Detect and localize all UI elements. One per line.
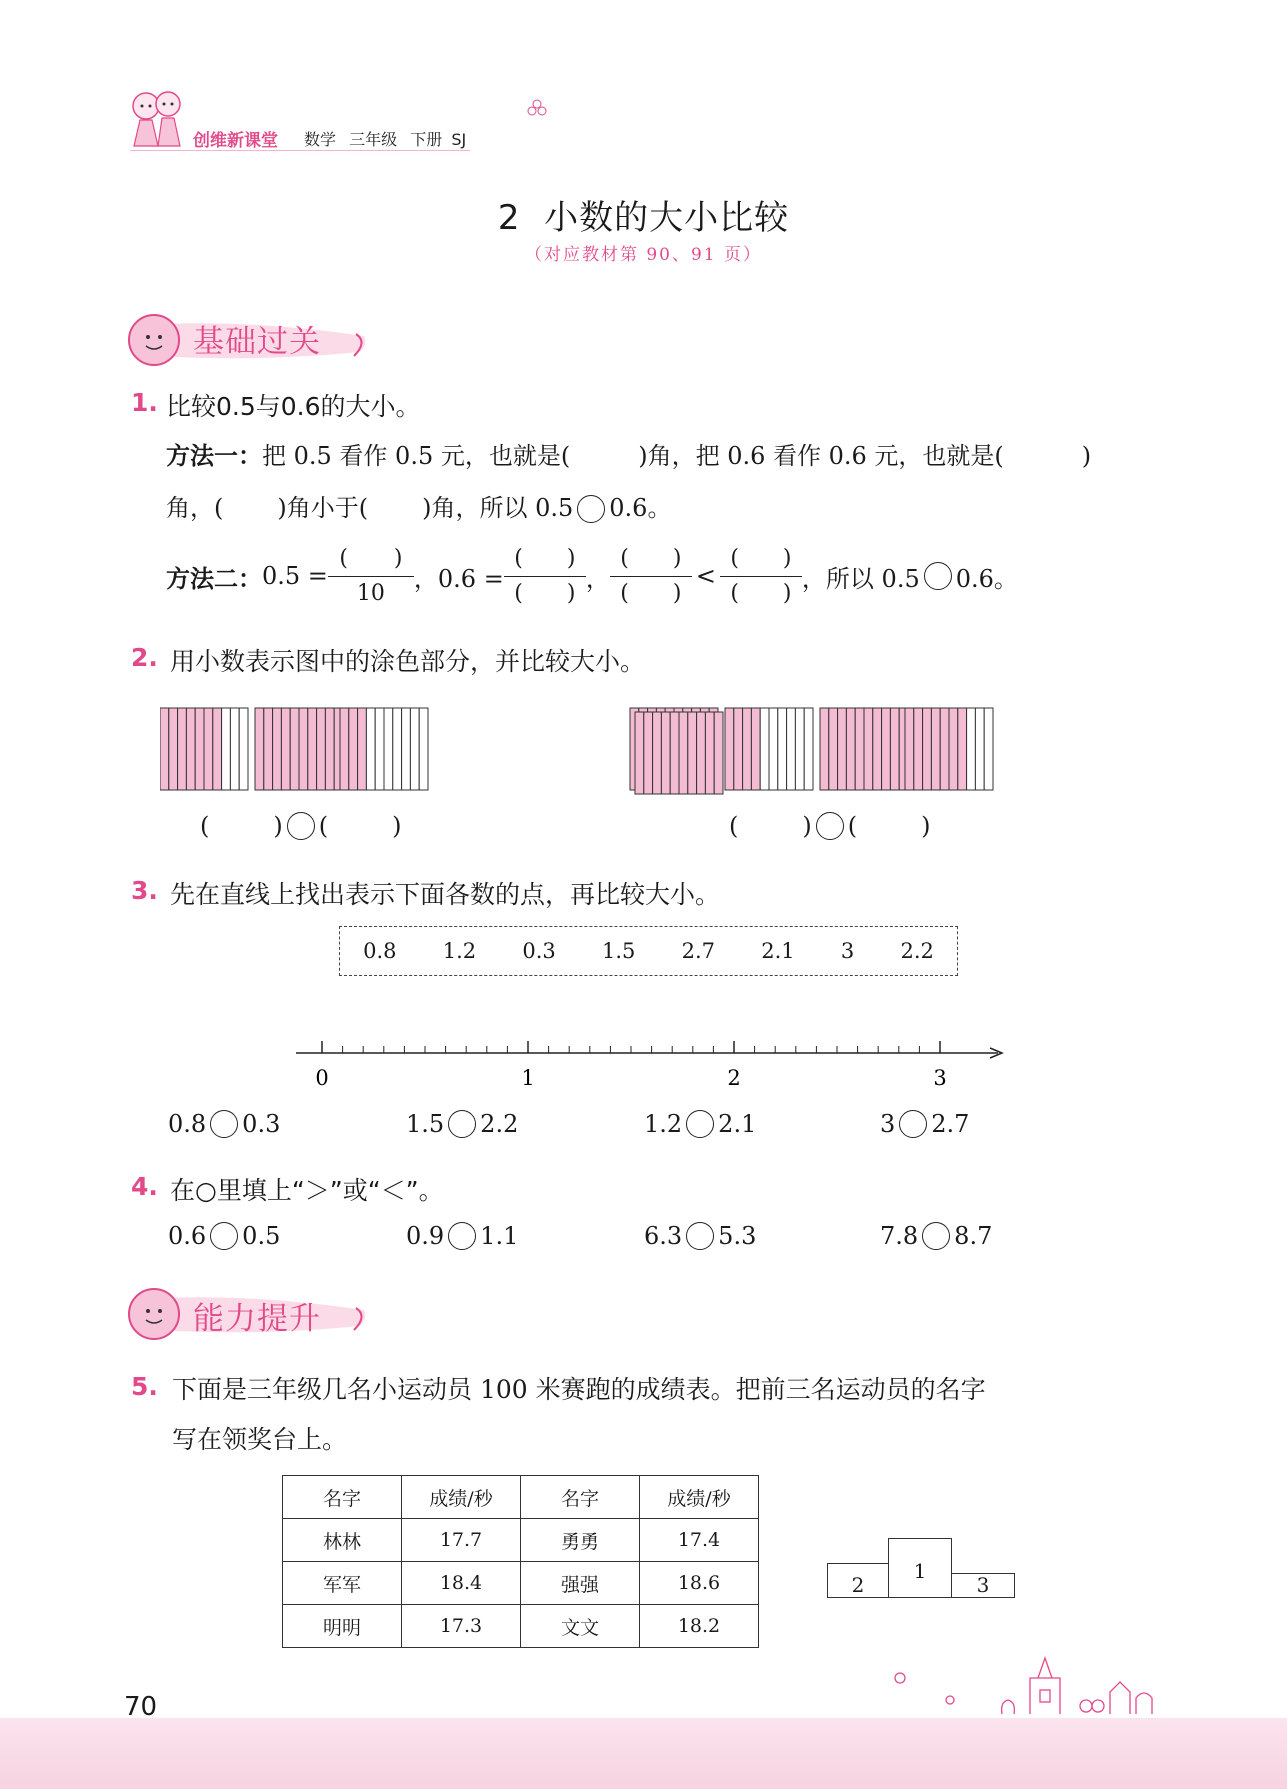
q3-compare-3: 1.2 2.1 <box>644 1110 757 1138</box>
q1-method2-part-d: ，所以 0.5 <box>801 564 920 593</box>
strip <box>769 708 778 790</box>
q1-method1-line2 <box>166 488 671 523</box>
shaded-strip <box>204 708 213 790</box>
table-cell: 18.2 <box>640 1605 759 1648</box>
strip <box>778 708 787 790</box>
q3-number-line <box>290 1035 1010 1095</box>
strip <box>393 708 402 790</box>
q3-number: 3. <box>131 876 158 905</box>
header-grade: 三年级 <box>349 130 398 149</box>
table-cell: 文文 <box>521 1605 640 1648</box>
podium-second-label: 2 <box>851 1573 865 1597</box>
strip <box>366 708 375 790</box>
q4-compare-3: 6.3 5.3 <box>644 1222 757 1250</box>
q1-less-than: < <box>695 562 716 590</box>
q3-text: 先在直线上找出表示下面各数的点，再比较大小。 <box>170 880 721 909</box>
axis-tick-label: 1 <box>521 1066 535 1090</box>
shaded-strip <box>734 708 743 790</box>
q2-figure <box>160 708 248 790</box>
shaded-strip <box>829 708 838 790</box>
podium-first-label: 1 <box>913 1559 927 1583</box>
q5-score-table <box>282 1475 759 1648</box>
shaded-strip <box>213 708 222 790</box>
podium-third-label: 3 <box>976 1573 990 1597</box>
shaded-strip <box>178 708 187 790</box>
page-number: 70 <box>124 1692 158 1722</box>
shaded-strip <box>846 708 855 790</box>
shaded-strip <box>186 708 195 790</box>
strip <box>760 708 769 790</box>
strip <box>984 708 993 790</box>
table-cell: 林林 <box>283 1519 402 1562</box>
shaded-strip <box>949 708 958 790</box>
q3-compare-1: 0.8 0.3 <box>168 1110 281 1138</box>
q1-method1-label: 方法一： <box>166 442 262 470</box>
table-cell: 明明 <box>283 1605 402 1648</box>
shaded-strip <box>308 708 317 790</box>
strip <box>375 708 384 790</box>
shaded-strip <box>160 708 169 790</box>
q1-fraction-3[interactable]: $\frac{( )}{( )}$ <box>610 542 692 611</box>
q1-method1-part-g: 0.6。 <box>609 494 672 522</box>
shaded-strip <box>670 712 679 794</box>
q1-text: 比较0.5与0.6的大小。 <box>166 392 421 421</box>
shaded-strip <box>299 708 308 790</box>
q3-number: 2.1 <box>761 939 795 963</box>
table-row <box>283 1519 759 1562</box>
shaded-strip <box>688 712 697 794</box>
table-cell: 军军 <box>283 1562 402 1605</box>
q1-method2-part-e: 0.6。 <box>955 564 1018 593</box>
q3-number-box <box>339 926 958 976</box>
table-header-cell: 名字 <box>521 1476 640 1519</box>
q3-compare-2: 1.5 2.2 <box>406 1110 519 1138</box>
table-header-cell: 名字 <box>283 1476 402 1519</box>
q1-method1-part-e: )角小于( <box>277 494 369 522</box>
q2-compare-circle-1[interactable] <box>287 812 315 840</box>
shaded-strip <box>838 708 847 790</box>
q3-number: 1.5 <box>601 939 636 963</box>
shaded-strip <box>743 708 752 790</box>
podium-second[interactable] <box>827 1563 889 1598</box>
shaded-strip <box>169 708 178 790</box>
q1-method1-part-c: ) <box>1081 442 1092 470</box>
shaded-strip <box>661 712 670 794</box>
q1-fraction-1-numerator: ( ) <box>339 545 403 571</box>
q1-method2-part-c: ， <box>585 564 610 593</box>
q1-fraction-1[interactable] <box>328 542 414 611</box>
table-cell: 17.3 <box>402 1605 521 1648</box>
q4-text: 在○里填上“＞”或“＜”。 <box>170 1176 444 1205</box>
q1-fraction-2[interactable]: $\frac{( )}{( )}$ <box>504 542 586 611</box>
shaded-strip <box>864 708 873 790</box>
q3-compare-circle[interactable] <box>686 1110 714 1138</box>
q2-figure <box>255 708 428 790</box>
table-cell: 18.6 <box>640 1562 759 1605</box>
q1-method1-part-d: 角，( <box>166 494 224 522</box>
table-header-cell: 成绩/秒 <box>402 1476 521 1519</box>
shaded-strip <box>890 708 899 790</box>
strip <box>795 708 804 790</box>
shaded-strip <box>923 708 932 790</box>
q3-number: 1.2 <box>442 939 477 963</box>
kids-logo-icon <box>126 86 186 152</box>
shaded-strip <box>679 712 688 794</box>
q2-figures <box>160 700 1040 800</box>
table-cell: 强强 <box>521 1562 640 1605</box>
strip <box>419 708 428 790</box>
shaded-strip <box>349 708 358 790</box>
strip <box>787 708 796 790</box>
q4-compare-circle[interactable] <box>922 1222 950 1250</box>
axis-tick-label: 3 <box>933 1066 947 1090</box>
shaded-strip <box>317 708 326 790</box>
q1-number: 1. <box>131 388 158 417</box>
q4-number: 4. <box>131 1172 158 1201</box>
shaded-strip <box>340 708 349 790</box>
q3-number: 0.8 <box>363 939 397 963</box>
shaded-strip <box>644 712 653 794</box>
q1-method2-label: 方法二： <box>166 564 262 593</box>
q1-method2-line <box>166 536 1018 616</box>
q3-number: 0.3 <box>522 939 556 963</box>
shaded-strip <box>905 708 914 790</box>
q3-number: 2.2 <box>900 939 934 963</box>
q4-compare-circle[interactable] <box>686 1222 714 1250</box>
shaded-strip <box>940 708 949 790</box>
q4-compare-circle[interactable] <box>210 1222 238 1250</box>
q5-text-line2: 写在领奖台上。 <box>172 1425 348 1454</box>
axis-tick-label: 0 <box>315 1066 329 1090</box>
shaded-strip <box>705 712 714 794</box>
shaded-strip <box>697 712 706 794</box>
strip <box>384 708 393 790</box>
shaded-strip <box>873 708 882 790</box>
strip <box>975 708 984 790</box>
table-cell: 勇勇 <box>521 1519 640 1562</box>
q4-compare-circle[interactable] <box>448 1222 476 1250</box>
q1-method1-part-f: )角，所以 0.5 <box>422 494 574 522</box>
header-underline <box>130 150 470 151</box>
strip <box>967 708 976 790</box>
castle-decoration-icon <box>880 1648 1170 1716</box>
strip <box>230 708 239 790</box>
strip <box>222 708 231 790</box>
shaded-strip <box>195 708 204 790</box>
section-basic-title: 基础过关 <box>193 324 321 360</box>
table-header-cell: 成绩/秒 <box>640 1476 759 1519</box>
flower-icon <box>526 98 548 120</box>
strip <box>239 708 248 790</box>
table-cell: 17.7 <box>402 1519 521 1562</box>
q2-figure <box>820 708 993 790</box>
shaded-strip <box>635 712 644 794</box>
shaded-strip <box>653 712 662 794</box>
q5-number: 5. <box>131 1372 158 1401</box>
q1-compare-circle-1[interactable] <box>577 495 605 523</box>
podium-third[interactable] <box>951 1573 1015 1598</box>
q3-compare-circle[interactable] <box>210 1110 238 1138</box>
q1-method1-line1 <box>166 436 1091 471</box>
header-edition: SJ <box>451 130 467 149</box>
shaded-strip <box>290 708 299 790</box>
section-advanced-title: 能力提升 <box>193 1301 321 1337</box>
q4-compare-1: 0.6 0.5 <box>168 1222 281 1250</box>
table-header-row <box>283 1476 759 1519</box>
header-subject-text: 数学 <box>304 130 337 149</box>
q2-answer-left: ( ) ( ) <box>200 812 402 840</box>
q2-compare-circle-2[interactable] <box>816 812 844 840</box>
q1-fraction-1-denominator: 10 <box>356 580 385 606</box>
q1-fraction-4[interactable]: $\frac{( )}{( )}$ <box>720 542 802 611</box>
shaded-strip <box>958 708 967 790</box>
shaded-strip <box>914 708 923 790</box>
q2-answer-right: ( ) ( ) <box>729 812 931 840</box>
header-subject <box>304 127 466 150</box>
strip <box>804 708 813 790</box>
shaded-strip <box>931 708 940 790</box>
table-row <box>283 1605 759 1648</box>
shaded-strip <box>751 708 760 790</box>
strip <box>410 708 419 790</box>
shaded-strip <box>882 708 891 790</box>
shaded-strip <box>714 712 723 794</box>
page-title: 2 小数的大小比较 <box>497 198 790 238</box>
q3-number: 2.7 <box>681 939 716 963</box>
table-row <box>283 1562 759 1605</box>
q2-figure <box>630 708 813 794</box>
axis-tick-label: 2 <box>727 1066 741 1090</box>
table-cell: 18.4 <box>402 1562 521 1605</box>
q1-method1-part-a: 把 0.5 看作 0.5 元，也就是( <box>262 442 571 470</box>
podium-first[interactable] <box>888 1538 952 1598</box>
shaded-strip <box>358 708 367 790</box>
shaded-strip <box>255 708 264 790</box>
header-volume: 下册 <box>410 130 443 149</box>
q1-compare-circle-2[interactable] <box>924 562 952 590</box>
q1-method1-part-b: )角，把 0.6 看作 0.6 元，也就是( <box>638 442 1004 470</box>
q3-number: 3 <box>840 939 855 963</box>
page-subtitle: （对应教材第 90、91 页） <box>524 245 763 265</box>
q3-compare-4: 3 2.7 <box>880 1110 970 1138</box>
q1-method2-part-b: ，0.6 = <box>413 564 504 593</box>
shaded-strip <box>855 708 864 790</box>
q4-compare-2: 0.9 1.1 <box>406 1222 519 1250</box>
shaded-strip <box>325 708 334 790</box>
q4-compare-4: 7.8 8.7 <box>880 1222 993 1250</box>
q3-compare-circle[interactable] <box>448 1110 476 1138</box>
q2-text: 用小数表示图中的涂色部分，并比较大小。 <box>170 647 646 676</box>
table-cell: 17.4 <box>640 1519 759 1562</box>
shaded-strip <box>264 708 273 790</box>
q3-compare-circle[interactable] <box>899 1110 927 1138</box>
shaded-strip <box>725 708 734 790</box>
strip <box>402 708 411 790</box>
q2-number: 2. <box>131 643 158 672</box>
shaded-strip <box>281 708 290 790</box>
q5-text-line1: 下面是三年级几名小运动员 100 米赛跑的成绩表。把前三名运动员的名字 <box>172 1375 986 1404</box>
shaded-strip <box>273 708 282 790</box>
header-brand: 创维新课堂 <box>193 131 278 151</box>
shaded-strip <box>820 708 829 790</box>
q1-method2-part-a: 0.5 = <box>262 562 328 590</box>
footer-band <box>0 1718 1287 1789</box>
